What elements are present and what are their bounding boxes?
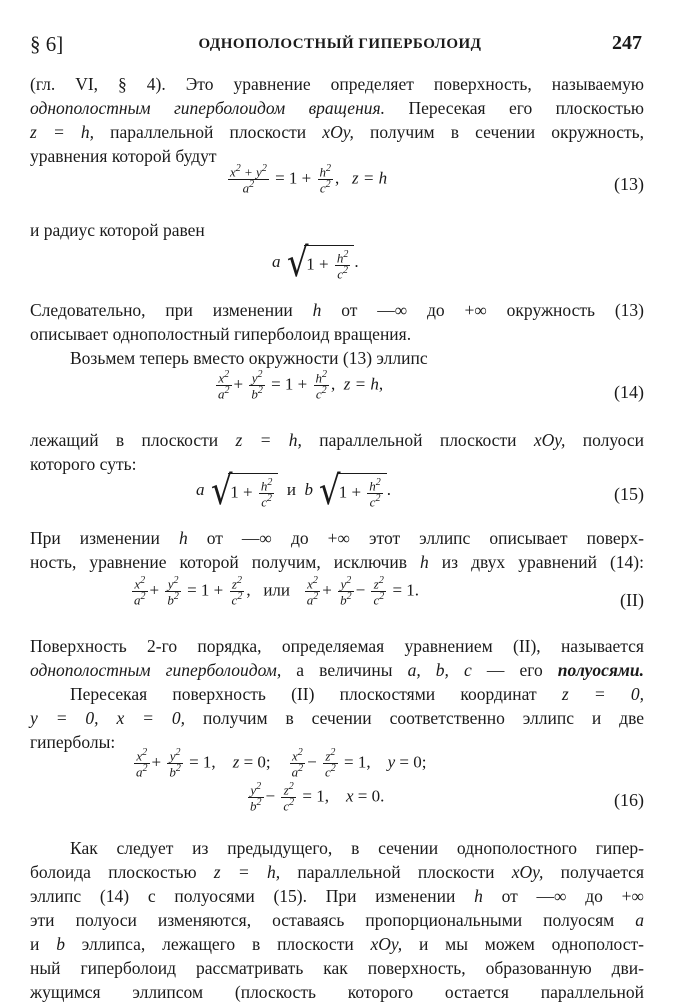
equation-15: a √1 + $\frac{h^2}{c^2}$ и b √1 + $\frac{h^2}{c^2}$ . (196, 468, 392, 514)
text-line: Следовательно, при изменении h от —∞ до +∞ окружность (13) (30, 300, 644, 320)
text-line: гиперболы: (30, 732, 116, 752)
text-line: однополостным гиперболоидом, а величины a, b, c — его полуосями. (30, 660, 644, 680)
radius-formula: a √1 + $\frac{h^2}{c^2}$ . (272, 240, 359, 286)
text-line: y = 0, x = 0, получим в сечении соответственно эллипс и две (30, 708, 645, 728)
text-line: ность, уравнение которой получим, исключив h из двух уравнений (14): (30, 552, 644, 572)
equation-number: (16) (614, 790, 644, 810)
equation-number: (14) (614, 382, 644, 402)
section-marker: § 6] (30, 32, 64, 56)
text-line: лежащий в плоскости z = h, параллельной плоскости xOy, полуоси (30, 430, 644, 450)
text-line: и b эллипса, лежащего в плоскости xOy, и мы можем однополост- (30, 934, 644, 954)
text-line: При изменении h от —∞ до +∞ этот эллипс описывает поверх- (30, 528, 644, 548)
equation-number: (15) (614, 484, 644, 504)
text-line: и радиус которой равен (30, 220, 205, 240)
equation-16-line1: $\frac{x^2}{a^2}$ + $\frac{y^2}{b^2}$ = 1, z = 0; $\frac{x^2}{a^2}$ − $\frac{z^2}{c^2}$ = 1, y = 0; (136, 747, 427, 780)
text-line: Пересекая поверхность (II) плоскостями координат z = 0, (70, 684, 644, 704)
equation-16-line2: $\frac{y^2}{b^2}$ − $\frac{z^2}{c^2}$ = 1, x = 0. (250, 781, 385, 814)
text-line: Возьмем теперь вместо окружности (13) эллипс (70, 348, 428, 368)
equation-14: $\frac{x^2}{a^2}$ + $\frac{y^2}{b^2}$ = 1 + $\frac{h^2}{c^2}$ , z = h, (218, 369, 384, 402)
text-line: которого суть: (30, 454, 137, 474)
text-line: однополостным гиперболоидом вращения. Пересекая его плоскостью (30, 98, 644, 118)
text-line: (гл. VI, § 4). Это уравнение определяет поверхность, называемую (30, 74, 644, 94)
running-header (30, 32, 650, 58)
text-line: ный гиперболоид рассматривать как поверхность, образованную дви- (30, 958, 644, 978)
equation-II: $\frac{x^2}{a^2}$ + $\frac{y^2}{b^2}$ = 1 + $\frac{z^2}{c^2}$ , или $\frac{x^2}{a^2}$ + $\frac{y^2}{b^2}$ − $\frac{z^2}{c^2}$ = 1. (134, 575, 420, 608)
text-line: жущимся эллипсом (плоскость которого остается параллельной (30, 982, 644, 1002)
text-line: Как следует из предыдущего, в сечении однополостного гипер- (70, 838, 644, 858)
text-line: эти полуоси изменяются, оставаясь пропорциональными полуосям a (30, 910, 644, 930)
text-line: эллипс (14) с полуосями (15). При изменении h от —∞ до +∞ (30, 886, 644, 906)
text-line: описывает однополостный гиперболоид вращения. (30, 324, 412, 344)
running-title: ОДНОПОЛОСТНЫЙ ГИПЕРБОЛОИД (198, 36, 482, 52)
equation-number: (II) (620, 590, 644, 610)
text-line: z = h, параллельной плоскости xOy, получим в сечении окружность, (30, 122, 644, 142)
text-line: Поверхность 2-го порядка, определяемая уравнением (II), называется (30, 636, 644, 656)
text-line: болоида плоскостью z = h, параллельной плоскости xOy, получается (30, 862, 644, 882)
equation-13: $\frac{x^2 + y^2}{a^2}$ = 1 + $\frac{h^2}{c^2}$ , z = h (230, 163, 388, 196)
page-number: 247 (612, 32, 642, 54)
equation-number: (13) (614, 174, 644, 194)
text-line: уравнения которой будут (30, 146, 217, 166)
